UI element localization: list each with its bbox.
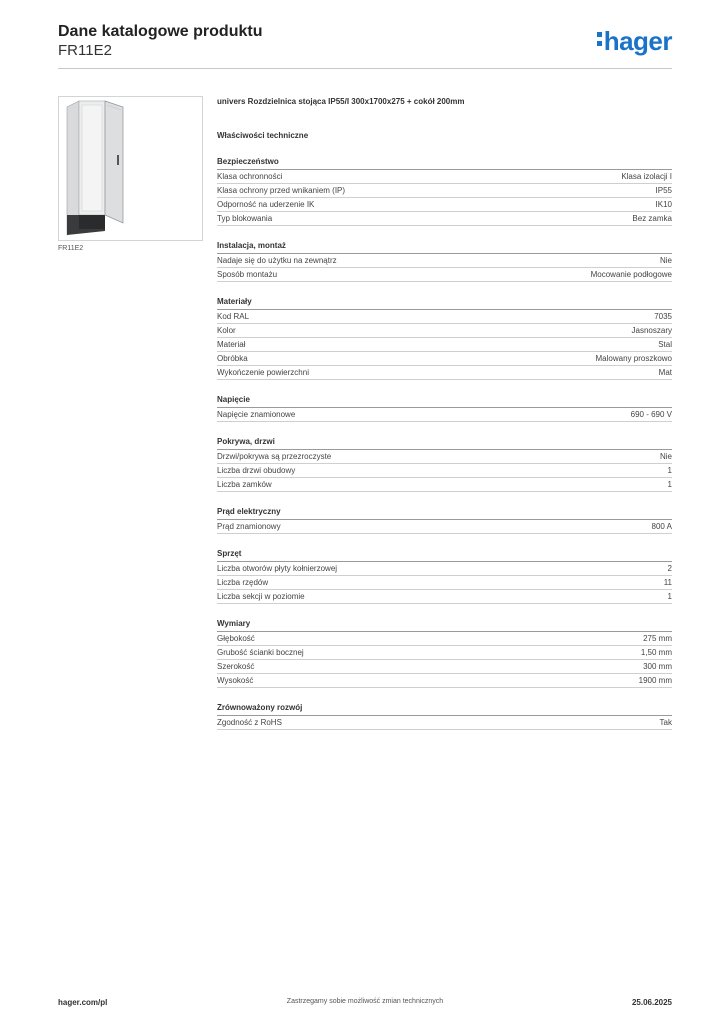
spec-row <box>217 562 672 576</box>
spec-label: Odporność na uderzenie IK <box>217 200 315 209</box>
spec-row <box>217 590 672 604</box>
section-title: Materiały <box>217 296 672 310</box>
spec-label: Typ blokowania <box>217 214 273 223</box>
spec-value: Klasa izolacji I <box>621 172 672 181</box>
spec-label: Głębokość <box>217 634 255 643</box>
spec-value: 11 <box>663 578 672 587</box>
spec-value: Nie <box>659 452 672 461</box>
section-title: Wymiary <box>217 618 672 632</box>
spec-section <box>217 506 672 534</box>
spec-label: Grubość ścianki bocznej <box>217 648 304 657</box>
footer-website[interactable]: hager.com/pl <box>58 998 108 1007</box>
spec-value: 800 A <box>651 522 672 531</box>
spec-value: Jasnoszary <box>631 326 672 335</box>
spec-section <box>217 394 672 422</box>
spec-value: 690 - 690 V <box>630 410 672 419</box>
section-title: Bezpieczeństwo <box>217 156 672 170</box>
page-header <box>58 22 672 60</box>
technical-properties-heading: Właściwości techniczne <box>217 131 309 140</box>
spec-value: 1 <box>667 466 672 475</box>
cabinet-icon <box>59 97 202 240</box>
spec-row <box>217 338 672 352</box>
spec-label: Liczba drzwi obudowy <box>217 466 296 475</box>
spec-section <box>217 156 672 226</box>
spec-row <box>217 324 672 338</box>
spec-row <box>217 310 672 324</box>
product-image-caption: FR11E2 <box>58 245 84 252</box>
spec-section <box>217 436 672 492</box>
section-title: Sprzęt <box>217 548 672 562</box>
spec-row <box>217 352 672 366</box>
spec-value: 300 mm <box>643 662 672 671</box>
spec-value: Stal <box>658 340 672 349</box>
spec-label: Kolor <box>217 326 236 335</box>
spec-label: Wykończenie powierzchni <box>217 368 309 377</box>
spec-value: 1,50 mm <box>640 648 672 657</box>
spec-value: IP55 <box>655 186 672 195</box>
spec-label: Liczba rzędów <box>217 578 269 587</box>
spec-section <box>217 240 672 282</box>
spec-row <box>217 254 672 268</box>
logo-text: hager <box>603 26 672 56</box>
spec-label: Szerokość <box>217 662 255 671</box>
spec-label: Wysokość <box>217 676 254 685</box>
spec-value: Nie <box>659 256 672 265</box>
spec-row <box>217 576 672 590</box>
spec-value: Malowany proszkowo <box>595 354 672 363</box>
spec-value: 1900 mm <box>638 676 672 685</box>
spec-value: IK10 <box>655 200 672 209</box>
spec-row <box>217 366 672 380</box>
spec-value: 7035 <box>654 312 672 321</box>
logo-dots-icon <box>597 26 604 48</box>
spec-row <box>217 170 672 184</box>
header-divider <box>58 68 672 69</box>
spec-row <box>217 198 672 212</box>
spec-value: 1 <box>667 592 672 601</box>
spec-row <box>217 660 672 674</box>
spec-value: Mocowanie podłogowe <box>590 270 672 279</box>
spec-label: Napięcie znamionowe <box>217 410 296 419</box>
spec-label: Prąd znamionowy <box>217 522 281 531</box>
section-title: Napięcie <box>217 394 672 408</box>
spec-content <box>217 96 672 730</box>
section-title: Pokrywa, drzwi <box>217 436 672 450</box>
spec-label: Drzwi/pokrywa są przezroczyste <box>217 452 332 461</box>
spec-row <box>217 478 672 492</box>
product-image <box>58 96 203 241</box>
spec-row <box>217 716 672 730</box>
spec-value: Bez zamka <box>632 214 672 223</box>
spec-label: Materiał <box>217 340 246 349</box>
spec-row <box>217 450 672 464</box>
spec-section <box>217 548 672 604</box>
spec-value: Mat <box>658 368 672 377</box>
spec-value: 1 <box>667 480 672 489</box>
spec-row <box>217 646 672 660</box>
section-title: Zrównoważony rozwój <box>217 702 672 716</box>
spec-row <box>217 212 672 226</box>
hager-logo <box>597 26 672 57</box>
product-description: univers Rozdzielnica stojąca IP55/I 300x1700x275 + cokół 200mm <box>217 97 465 106</box>
spec-sections <box>217 156 672 730</box>
spec-row <box>217 268 672 282</box>
spec-label: Obróbka <box>217 354 248 363</box>
spec-label: Kod RAL <box>217 312 250 321</box>
spec-row <box>217 632 672 646</box>
spec-label: Liczba sekcji w poziomie <box>217 592 305 601</box>
page-title: Dane katalogowe produktu <box>58 23 263 40</box>
spec-label: Klasa ochronności <box>217 172 283 181</box>
spec-row <box>217 184 672 198</box>
spec-row <box>217 674 672 688</box>
product-code: FR11E2 <box>58 42 112 59</box>
spec-section <box>217 702 672 730</box>
spec-row <box>217 464 672 478</box>
spec-value: 2 <box>667 564 672 573</box>
spec-label: Nadaje się do użytku na zewnątrz <box>217 256 337 265</box>
spec-label: Sposób montażu <box>217 270 278 279</box>
spec-label: Liczba zamków <box>217 480 272 489</box>
footer-date: 25.06.2025 <box>631 998 672 1007</box>
spec-label: Liczba otworów płyty kołnierzowej <box>217 564 338 573</box>
spec-row <box>217 408 672 422</box>
spec-value: 275 mm <box>643 634 672 643</box>
spec-row <box>217 520 672 534</box>
spec-value: Tak <box>659 718 672 727</box>
footer-disclaimer: Zastrzegamy sobie możliwość zmian technicznych <box>286 998 444 1005</box>
section-title: Instalacja, montaż <box>217 240 672 254</box>
spec-section <box>217 618 672 688</box>
section-title: Prąd elektryczny <box>217 506 672 520</box>
spec-label: Klasa ochrony przed wnikaniem (IP) <box>217 186 346 195</box>
spec-section <box>217 296 672 380</box>
spec-label: Zgodność z RoHS <box>217 718 282 727</box>
